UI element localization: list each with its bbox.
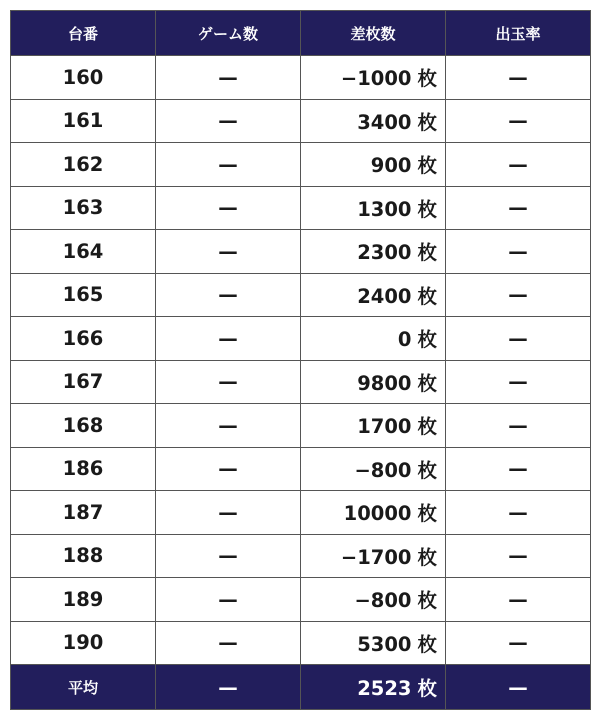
coin-difference-cell: [301, 578, 446, 622]
coin-difference-value: −800: [354, 589, 412, 613]
coin-difference-unit: 枚: [417, 632, 437, 656]
coin-difference-unit: 枚: [417, 371, 437, 395]
table-body: [11, 56, 591, 665]
table-row: [11, 186, 591, 230]
game-count-cell: —: [156, 56, 301, 100]
coin-difference-unit: 枚: [417, 545, 437, 569]
machine-number-cell: 163: [11, 186, 156, 230]
header-machine-number: 台番: [11, 11, 156, 56]
coin-difference-value: 0: [397, 328, 412, 352]
coin-difference-value: −1000: [340, 67, 412, 91]
payout-rate-cell: —: [446, 404, 591, 448]
payout-rate-cell: —: [446, 491, 591, 535]
table-row: [11, 317, 591, 361]
coin-difference-unit: 枚: [417, 67, 437, 91]
coin-difference-cell: [301, 404, 446, 448]
coin-difference-unit: 枚: [417, 415, 437, 439]
machine-number-cell: 190: [11, 621, 156, 665]
payout-rate-cell: —: [446, 447, 591, 491]
coin-difference-cell: [301, 273, 446, 317]
table-row: [11, 447, 591, 491]
coin-difference-unit: 枚: [417, 110, 437, 134]
coin-difference-unit: 枚: [417, 197, 437, 221]
game-count-cell: —: [156, 273, 301, 317]
coin-difference-value: 2300: [357, 241, 412, 265]
table-row: [11, 534, 591, 578]
coin-difference-cell: [301, 99, 446, 143]
coin-difference-value: 900: [370, 154, 412, 178]
coin-difference-value: 9800: [357, 371, 412, 395]
table-row: [11, 404, 591, 448]
game-count-cell: —: [156, 578, 301, 622]
machine-number-cell: 187: [11, 491, 156, 535]
coin-difference-value: 10000: [343, 502, 412, 526]
game-count-cell: —: [156, 143, 301, 187]
coin-difference-unit: 枚: [417, 328, 437, 352]
coin-difference-unit: 枚: [417, 241, 437, 265]
game-count-cell: —: [156, 317, 301, 361]
game-count-cell: —: [156, 447, 301, 491]
coin-difference-unit: 枚: [417, 154, 437, 178]
average-diff-cell: [301, 665, 446, 710]
machine-number-cell: 188: [11, 534, 156, 578]
payout-rate-cell: —: [446, 534, 591, 578]
slot-data-table: [10, 10, 591, 710]
coin-difference-cell: [301, 534, 446, 578]
coin-difference-unit: 枚: [417, 284, 437, 308]
average-games: —: [156, 665, 301, 710]
average-diff-value: 2523: [357, 677, 412, 700]
coin-difference-value: 1700: [357, 415, 412, 439]
coin-difference-value: 2400: [357, 284, 412, 308]
game-count-cell: —: [156, 404, 301, 448]
coin-difference-value: 5300: [357, 632, 412, 656]
game-count-cell: —: [156, 491, 301, 535]
game-count-cell: —: [156, 621, 301, 665]
table-row: [11, 273, 591, 317]
game-count-cell: —: [156, 360, 301, 404]
payout-rate-cell: —: [446, 273, 591, 317]
table-row: [11, 360, 591, 404]
machine-number-cell: 166: [11, 317, 156, 361]
header-coin-difference: 差枚数: [301, 11, 446, 56]
coin-difference-cell: [301, 360, 446, 404]
payout-rate-cell: —: [446, 143, 591, 187]
coin-difference-cell: [301, 143, 446, 187]
machine-number-cell: 164: [11, 230, 156, 274]
payout-rate-cell: —: [446, 578, 591, 622]
coin-difference-unit: 枚: [417, 589, 437, 613]
machine-number-cell: 161: [11, 99, 156, 143]
coin-difference-value: 3400: [357, 110, 412, 134]
table-row: [11, 56, 591, 100]
machine-number-cell: 167: [11, 360, 156, 404]
coin-difference-unit: 枚: [417, 458, 437, 482]
average-label: 平均: [11, 665, 156, 710]
table-header-row: [11, 11, 591, 56]
payout-rate-cell: —: [446, 186, 591, 230]
header-game-count: ゲーム数: [156, 11, 301, 56]
coin-difference-cell: [301, 317, 446, 361]
table-row: [11, 578, 591, 622]
payout-rate-cell: —: [446, 99, 591, 143]
game-count-cell: —: [156, 186, 301, 230]
game-count-cell: —: [156, 99, 301, 143]
coin-difference-value: 1300: [357, 197, 412, 221]
payout-rate-cell: —: [446, 56, 591, 100]
machine-number-cell: 165: [11, 273, 156, 317]
game-count-cell: —: [156, 534, 301, 578]
machine-number-cell: 189: [11, 578, 156, 622]
table-row: [11, 143, 591, 187]
average-diff-unit: 枚: [417, 677, 437, 700]
table-row: [11, 621, 591, 665]
coin-difference-cell: [301, 491, 446, 535]
game-count-cell: —: [156, 230, 301, 274]
coin-difference-cell: [301, 621, 446, 665]
payout-rate-cell: —: [446, 621, 591, 665]
coin-difference-value: −1700: [340, 545, 412, 569]
header-payout-rate: 出玉率: [446, 11, 591, 56]
average-rate: —: [446, 665, 591, 710]
machine-number-cell: 186: [11, 447, 156, 491]
coin-difference-cell: [301, 56, 446, 100]
machine-number-cell: 168: [11, 404, 156, 448]
machine-number-cell: 162: [11, 143, 156, 187]
payout-rate-cell: —: [446, 360, 591, 404]
coin-difference-unit: 枚: [417, 502, 437, 526]
average-row: [11, 665, 591, 710]
coin-difference-value: −800: [354, 458, 412, 482]
machine-number-cell: 160: [11, 56, 156, 100]
table-row: [11, 230, 591, 274]
table-row: [11, 491, 591, 535]
coin-difference-cell: [301, 447, 446, 491]
coin-difference-cell: [301, 186, 446, 230]
table-row: [11, 99, 591, 143]
payout-rate-cell: —: [446, 317, 591, 361]
payout-rate-cell: —: [446, 230, 591, 274]
coin-difference-cell: [301, 230, 446, 274]
